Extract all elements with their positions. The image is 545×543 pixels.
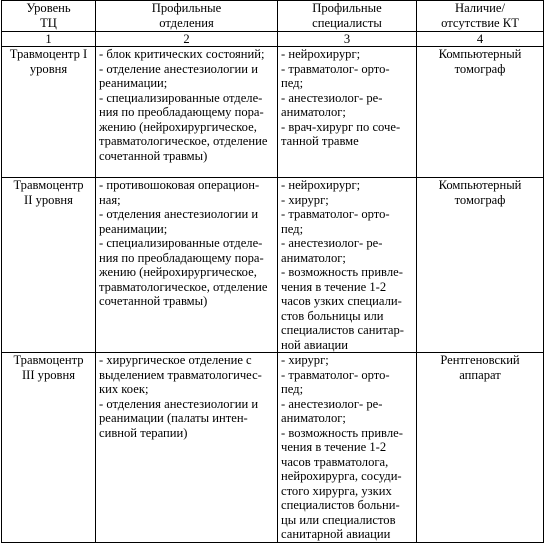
cell-text-line: часов узких специали- bbox=[281, 294, 402, 308]
cell-text-line: аниматолог; bbox=[281, 105, 346, 119]
level-cell bbox=[2, 47, 96, 178]
cell-text-line: сочетанной травмы) bbox=[99, 294, 208, 308]
table-row bbox=[2, 47, 544, 178]
cell-text-line: - хирург; bbox=[281, 192, 329, 207]
column-number: 4 bbox=[417, 32, 544, 47]
cell-text-line: цы или специалистов bbox=[281, 512, 396, 527]
cell-text-line: ная; bbox=[99, 192, 121, 207]
cell-text-line: - нейрохирург; bbox=[281, 47, 361, 61]
departments-cell bbox=[96, 353, 278, 543]
cell-text-line: сивной терапии) bbox=[99, 425, 188, 440]
specialists-cell bbox=[278, 178, 417, 353]
cell-text-line: - хирургическое отделение с bbox=[99, 353, 252, 367]
cell-text-line: аниматолог; bbox=[281, 411, 346, 425]
ct-cell bbox=[417, 47, 544, 178]
cell-text-line: Рентгеновский bbox=[440, 353, 520, 367]
cell-text-line: - анестезиолог- ре- bbox=[281, 396, 383, 411]
cell-text-line: часов травматолога, bbox=[281, 454, 389, 469]
cell-text-line: - отделения анестезиологии и bbox=[99, 396, 259, 411]
header-ct-line: Наличие/ bbox=[455, 1, 505, 15]
cell-text-line: нейрохирурга, сосуди- bbox=[281, 469, 402, 483]
header-departments bbox=[96, 1, 278, 32]
column-number-row bbox=[2, 32, 544, 47]
cell-text-line: специалистов санитар- bbox=[281, 323, 404, 337]
cell-text-line: ния по преобладающему пора- bbox=[99, 105, 264, 119]
document-page bbox=[1, 0, 544, 541]
cell-text-line: реанимации (палаты интен- bbox=[99, 411, 248, 425]
cell-text-line: - блок критических состояний; bbox=[99, 47, 265, 61]
table-row bbox=[2, 178, 544, 353]
cell-text-line: III уровня bbox=[21, 367, 76, 382]
cell-text-line: пед; bbox=[281, 382, 304, 396]
cell-text-line: Травмоцентр bbox=[13, 178, 84, 192]
cell-text-line: стого хирурга, узких bbox=[281, 483, 392, 498]
header-specialists-line: специалисты bbox=[312, 15, 382, 30]
cell-text-line: санитарной авиации bbox=[281, 527, 391, 541]
cell-text-line: - анестезиолог- ре- bbox=[281, 90, 383, 105]
header-level bbox=[2, 1, 96, 32]
cell-text-line: реанимации; bbox=[99, 76, 168, 90]
specialists-cell bbox=[278, 353, 417, 543]
departments-cell bbox=[96, 178, 278, 353]
ct-cell bbox=[417, 178, 544, 353]
cell-text-line: - возможность привле- bbox=[281, 265, 403, 279]
column-number: 2 bbox=[96, 32, 278, 47]
header-level-line: Уровень bbox=[26, 1, 71, 15]
cell-text-line: реанимации; bbox=[99, 221, 168, 236]
cell-text-line: Компьютерный bbox=[438, 47, 522, 61]
cell-text-line: сочетанной травмы) bbox=[99, 148, 208, 163]
cell-text-line: - травматолог- орто- bbox=[281, 61, 390, 76]
header-departments-line: отделения bbox=[159, 15, 214, 30]
table-row bbox=[2, 353, 544, 543]
header-departments-line: Профильные bbox=[151, 1, 222, 15]
cell-text-line: томограф bbox=[454, 192, 506, 207]
cell-text-line: аппарат bbox=[459, 367, 501, 382]
cell-text-line: - специализированные отделе- bbox=[99, 236, 263, 250]
column-number: 3 bbox=[278, 32, 417, 47]
cell-text-line: Травмоцентр bbox=[13, 353, 84, 367]
cell-text-line: уровня bbox=[29, 61, 68, 76]
cell-text-line: чения в течение 1-2 bbox=[281, 279, 387, 294]
cell-text-line: - отделение анестезиологии и bbox=[99, 61, 258, 76]
cell-text-line: ния по преобладающему пора- bbox=[99, 250, 264, 265]
cell-text-line: ной авиации bbox=[281, 337, 349, 352]
level-cell bbox=[2, 178, 96, 353]
cell-text-line: жению (нейрохирургическое, bbox=[99, 265, 257, 279]
cell-text-line: травматологическое, отделение bbox=[99, 134, 268, 148]
departments-cell bbox=[96, 47, 278, 178]
cell-text-line: - анестезиолог- ре- bbox=[281, 236, 383, 250]
cell-text-line: - возможность привле- bbox=[281, 425, 403, 440]
ct-cell bbox=[417, 353, 544, 543]
cell-text-line: танной травме bbox=[281, 134, 359, 148]
header-specialists bbox=[278, 1, 417, 32]
cell-text-line: специалистов больни- bbox=[281, 498, 400, 512]
column-number: 1 bbox=[2, 32, 96, 47]
cell-text-line: - противошоковая операцион- bbox=[99, 178, 260, 192]
header-level-line: ТЦ bbox=[40, 15, 57, 30]
cell-text-line: выделением травматологичес- bbox=[99, 367, 262, 382]
cell-text-line: пед; bbox=[281, 221, 304, 236]
cell-text-line: - нейрохирург; bbox=[281, 178, 361, 192]
cell-text-line: ких коек; bbox=[99, 382, 149, 396]
cell-text-line: жению (нейрохирургическое, bbox=[99, 119, 257, 134]
header-row bbox=[2, 1, 544, 32]
header-ct bbox=[417, 1, 544, 32]
cell-text-line: - травматолог- орто- bbox=[281, 207, 390, 221]
cell-text-line: стов больницы или bbox=[281, 308, 384, 323]
header-specialists-line: Профильные bbox=[312, 1, 382, 15]
cell-text-line: - врач-хирург по сочe- bbox=[281, 119, 401, 134]
header-ct-line: отсутствие КТ bbox=[441, 15, 519, 30]
cell-text-line: пед; bbox=[281, 76, 304, 90]
cell-text-line: II уровня bbox=[24, 192, 73, 207]
cell-text-line: - специализированные отделе- bbox=[99, 90, 263, 105]
cell-text-line: Травмоцентр I bbox=[9, 47, 88, 61]
level-cell bbox=[2, 353, 96, 543]
cell-text-line: травматологическое, отделение bbox=[99, 279, 268, 294]
cell-text-line: Компьютерный bbox=[438, 178, 522, 192]
cell-text-line: - хирург; bbox=[281, 353, 329, 367]
cell-text-line: чения в течение 1-2 bbox=[281, 440, 387, 454]
specialists-cell bbox=[278, 47, 417, 178]
cell-text-line: аниматолог; bbox=[281, 250, 346, 265]
cell-text-line: - травматолог- орто- bbox=[281, 367, 390, 382]
cell-text-line: - отделения анестезиологии и bbox=[99, 207, 259, 221]
trauma-center-table bbox=[1, 0, 544, 543]
cell-text-line: томограф bbox=[454, 61, 506, 76]
